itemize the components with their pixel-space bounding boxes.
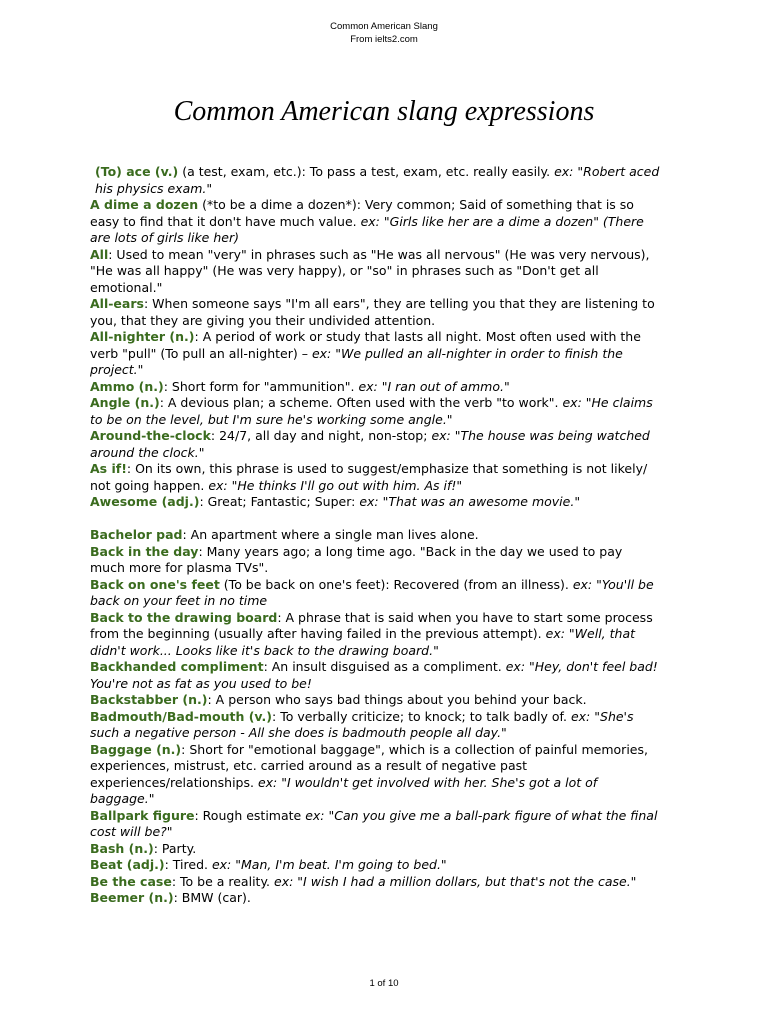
entry-definition: : On its own, this phrase is used to suggest/emphasize that something is not likely/ not going happen. [90,461,648,493]
entry-definition: : To verbally criticize; to knock; to talk badly of. [272,708,571,724]
header-title: Common American Slang [330,21,438,32]
entry-definition: : An apartment where a single man lives alone. [182,527,479,542]
entry-term: As if! [90,461,127,476]
entry-term: Bachelor pad [90,527,183,542]
entry-term: Ammo (n.) [90,378,164,394]
entry-definition: : Party. [153,840,197,856]
entry-example: "Well, that didn't work... Looks like it's back to the drawing board." [90,626,636,658]
entry-example-label: ex: [554,164,574,179]
entry-term: All-nighter (n.) [90,329,195,344]
entry-example: "Girls like her are a dime a dozen" (There are lots of girls like her) [90,213,644,245]
entry-term: All-ears [90,296,144,311]
entry-example: "Hey, don't feel bad! You're not as fat as you used to be! [90,659,658,691]
entry-definition: (a test, exam, etc.): To pass a test, exam, etc. really easily. [178,164,555,179]
entry-term: Badmouth/Bad-mouth (v.) [90,708,273,724]
entry-definition: (To be back on one's feet): Recovered (from an illness). [219,576,573,592]
entry-example-label: ex: [562,395,582,410]
entry-example: "That was an awesome movie." [378,494,581,509]
entry-example: "Man, I'm beat. I'm going to bed." [231,857,447,872]
entry-definition: : When someone says "I'm all ears", they are telling you that they are listening to you, that they are giving you their undivided attention. [90,296,655,328]
entry-definition: (*to be a dime a dozen*): Very common; Said of something that is so easy to find that it don't have much value. [90,197,634,229]
entry-term: Baggage (n.) [90,741,182,757]
entry-term: All [90,246,109,262]
entry-term: Around-the-clock [90,428,211,443]
entry-example: "You'll be back on your feet in no time [90,576,654,608]
slang-entry [90,890,660,907]
entry-term: A dime a dozen [90,197,199,212]
slang-entry [90,164,660,197]
entry-example: "Can you give me a ball-park figure of what the final cost will be?" [90,807,658,839]
slang-entry [90,874,660,891]
entry-example: "He thinks I'll go out with him. As if!" [227,477,463,493]
entry-definition: : A period of work or study that lasts all night. Most often used with the verb "pull" (To pull an all-nighter) – [90,329,641,361]
slang-entry [90,544,660,577]
slang-entry [90,197,660,247]
entry-term: Backstabber (n.) [90,692,208,707]
entry-example-label: ex: [570,708,591,724]
entry-example-label: ex: [257,774,278,790]
entry-term: Back in the day [90,543,199,559]
slang-entry [90,841,660,858]
entry-example: "Robert aced his physics exam." [95,164,660,196]
entry-example: "He claims to be on the level, but I'm sure he's working some angle." [90,395,653,427]
entry-definition: : To be a reality. [171,873,275,889]
entry-example: "The house was being watched around the clock." [90,428,650,460]
entry-definition: : Used to mean "very" in phrases such as "He was all nervous" (He was very nervous), "He was all happy" (He was very happy), or "so" in phrases such as "Don't get all emotional." [90,246,650,295]
entry-example-label: ex: [431,428,451,443]
entry-example: "We pulled an all-nighter in order to finish the project." [90,345,623,377]
slang-entry [90,709,660,742]
slang-entry [90,577,660,610]
entry-example-label: ex: [359,494,379,509]
entry-definition: : Rough estimate [194,807,306,823]
page-number: 1 of 10 [369,978,399,989]
slang-entry [90,379,660,396]
entry-definition: : Great; Fantastic; Super: [199,494,360,509]
entry-definition: : BMW (car). [173,890,251,905]
entry-definition: : A phrase that is said when you have to start some process from the beginning (usually after having failed in the previous attempt). [90,609,653,641]
entry-example: "I wouldn't get involved with her. She's got a lot of baggage." [90,774,598,806]
entry-definition: : Short for "emotional baggage", which is a collection of painful memories, experiences, mistrust, etc. carried around as a result of negative past experiences/relationships. [90,741,648,790]
entry-term: (To) ace (v.) [95,164,179,179]
slang-entry [90,428,660,461]
entry-example: "I ran out of ammo." [377,378,510,394]
entry-definition: : Many years ago; a long time ago. "Back in the day we used to pay much more for plasma TVs". [90,543,623,575]
entry-example: "I wish I had a million dollars, but that's not the case." [293,873,637,889]
entry-term: Angle (n.) [90,395,160,410]
slang-entry [90,659,660,692]
entry-example-label: ex: [208,477,228,493]
page-title: Common American slang expressions [173,96,595,127]
slang-entry [90,494,660,511]
entry-term: Beemer (n.) [90,890,174,905]
slang-entry [90,461,660,494]
slang-entry [90,742,660,808]
entry-term: Ballpark figure [90,807,195,823]
entry-example: "She's such a negative person - All she does is badmouth people all day." [90,708,634,740]
header-source: From ielts2.com [350,34,418,45]
slang-entry [90,857,660,874]
entry-term: Beat (adj.) [90,857,165,872]
entry-term: Back to the drawing board [90,609,278,625]
entry-example-label: ex: [358,378,378,394]
slang-entry [90,527,660,544]
slang-entry [90,296,660,329]
entry-definition: : A person who says bad things about you behind your back. [207,692,587,707]
entry-example-label: ex: [360,213,380,229]
entry-example-label: ex: [572,576,593,592]
entry-example-label: ex: [305,807,325,823]
entry-example-label: ex: [211,857,232,872]
entry-term: Be the case [90,873,172,889]
entry-example-label: ex: [545,626,565,641]
page-header [0,20,768,46]
slang-entry [90,329,660,379]
slang-entry [90,395,660,428]
entry-definition: : An insult disguised as a compliment. [263,659,506,674]
entry-definition: : A devious plan; a scheme. Often used with the verb "to work". [159,395,563,410]
slang-entry [90,610,660,660]
entry-definition: : Tired. [164,857,212,872]
entry-example-label: ex: [311,345,332,361]
slang-entry [90,692,660,709]
slang-entry [90,247,660,297]
entry-term: Backhanded compliment [90,659,264,674]
entry-example-label: ex: [505,659,526,674]
entry-term: Bash (n.) [90,840,154,856]
slang-entry [90,808,660,841]
section-gap [90,511,660,528]
entry-definition: : Short form for "ammunition". [163,378,359,394]
slang-entry-list [90,164,660,907]
entry-definition: : 24/7, all day and night, non-stop; [210,428,432,443]
entry-example-label: ex: [274,873,294,889]
entry-term: Back on one's feet [90,576,220,592]
entry-term: Awesome (adj.) [90,494,200,509]
